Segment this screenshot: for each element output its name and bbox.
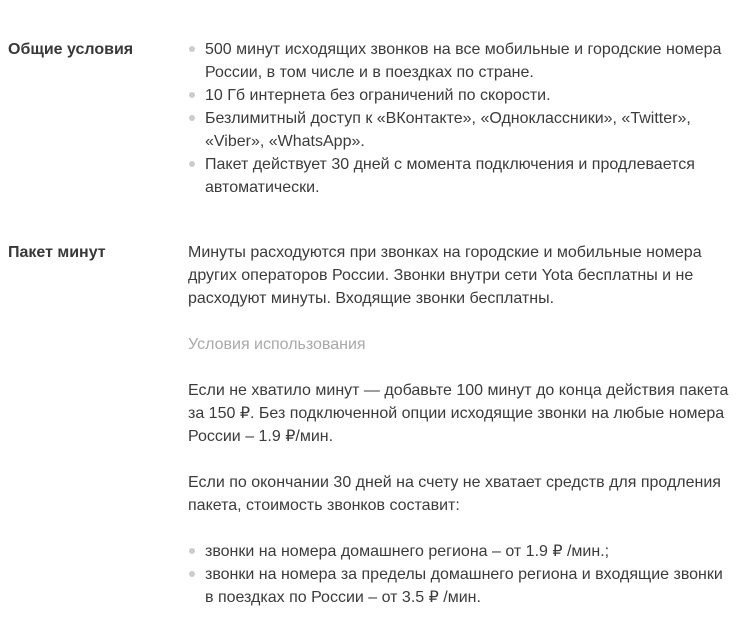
renewal-paragraph: Если по окончании 30 дней на счету не хватает средств для продления пакета, стоимость звонков составит:	[188, 474, 721, 514]
section-title-minutes-package: Пакет минут	[8, 244, 106, 261]
bullet-icon	[189, 92, 195, 98]
list-item	[188, 563, 735, 609]
list-item	[188, 153, 735, 199]
list-item-text: 500 минут исходящих звонков на все мобильные и городские номера России, в том числе и в поездках по стране.	[205, 41, 722, 81]
list-item-text: звонки на номера домашнего региона – от 1.9 ₽ /мин.;	[205, 543, 610, 560]
usage-terms-subheading: Условия использования	[188, 336, 366, 353]
section-minutes-package	[8, 241, 735, 609]
general-conditions-list	[188, 38, 735, 199]
bullet-icon	[189, 161, 195, 167]
list-item	[188, 540, 735, 563]
add-minutes-paragraph: Если не хватило минут — добавьте 100 минут до конца действия пакета за 150 ₽. Без подключенной опции исходящие звонки на любые номера России – 1.9 ₽/мин.	[188, 382, 729, 445]
minutes-package-content	[188, 241, 735, 609]
list-item-text: 10 Гб интернета без ограничений по скорости.	[205, 87, 551, 104]
list-item	[188, 38, 735, 84]
bullet-icon	[189, 548, 195, 554]
section-general-conditions	[8, 38, 735, 199]
general-conditions-content	[188, 38, 735, 199]
list-item	[188, 84, 735, 107]
bullet-icon	[189, 115, 195, 121]
list-item-text: Безлимитный доступ к «ВКонтакте», «Одноклассники», «Twitter», «Viber», «WhatsApp».	[205, 110, 691, 150]
bullet-icon	[189, 571, 195, 577]
minutes-usage-paragraph: Минуты расходуются при звонках на городские и мобильные номера других операторов России. Звонки внутри сети Yota бесплатны и не расходуют минуты. Входящие звонки бесплатны.	[188, 244, 702, 307]
list-item-text: звонки на номера за пределы домашнего региона и входящие звонки в поездках по России – от 3.5 ₽ /мин.	[205, 566, 723, 606]
call-rates-list	[188, 540, 735, 609]
section-title-general-conditions: Общие условия	[8, 41, 134, 58]
list-item-text: Пакет действует 30 дней с момента подключения и продлевается автоматически.	[205, 156, 695, 196]
bullet-icon	[189, 46, 195, 52]
list-item	[188, 107, 735, 153]
